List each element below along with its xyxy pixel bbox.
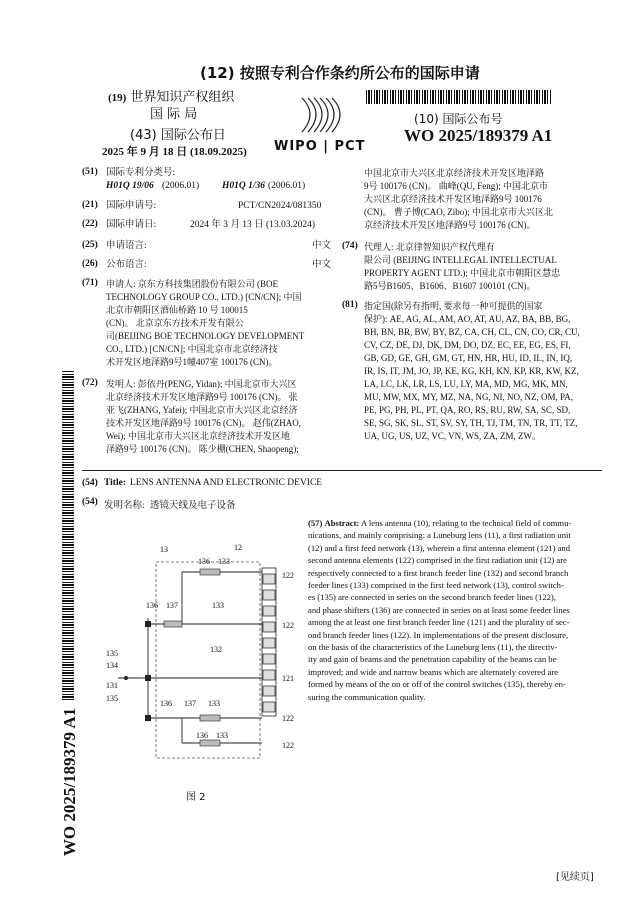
title-en-num: (54) — [82, 478, 98, 488]
abstract-line: improved; and wide and narrow beams which are alternately covered are — [308, 666, 559, 677]
fig-label: 12 — [234, 543, 242, 552]
f51-value2: H01Q 1/36 — [222, 181, 266, 191]
f71-line: CO., LTD.) [CN/CN]; 中国北京市北京经济技 — [106, 344, 278, 354]
pub-no: WO 2025/189379 A1 — [404, 126, 553, 145]
f72-line: 技术开发区地泽路9号 100176 (CN)。 赵伟(ZHAO, — [106, 418, 301, 428]
figure-2 — [104, 538, 304, 788]
figure-caption: 图 2 — [186, 792, 206, 803]
fig-label: 136 — [160, 699, 172, 708]
cont-line: 大兴区北京经济技术开发区地泽路9号 100176 — [364, 194, 542, 204]
org-sub: 国 际 局 — [150, 107, 198, 122]
f22-num: (22) — [82, 219, 98, 229]
f22-label: 国际申请日: — [106, 220, 157, 230]
abstract-line: on the basis of the characteristics of the Luneburg lens (11), the directiv- — [308, 642, 558, 653]
fig-label: 136 — [198, 557, 210, 566]
fig-label: 137 — [166, 601, 178, 610]
f72-line: Wei); 中国北京市大兴区北京经济技术开发区地 — [106, 431, 291, 441]
fig-label: 136 — [196, 731, 208, 740]
f25-num: (25) — [82, 240, 98, 250]
inventor-continued — [364, 167, 594, 232]
f72-line: 泽路9号 100176 (CN)。 陈少棚(CHEN, Shaopeng); — [106, 444, 299, 454]
abstract-line: (12) and a first feed network (13), wherein a first antenna element (121) and — [308, 542, 571, 553]
fig-label: 133 — [218, 557, 230, 566]
fig-label: 122 — [282, 621, 294, 630]
f81-line: UA, UG, US, UZ, VC, VN, WS, ZA, ZM, ZW。 — [364, 431, 542, 441]
f81-line: CV, CZ, DE, DJ, DK, DM, DO, DZ, EC, EE, EG, ES, FI, — [364, 340, 571, 350]
document-title: (12) 按照专利合作条约所公布的国际申请 — [200, 64, 480, 82]
cont-line: 9号 100176 (CN)。 曲峰(QU, Feng); 中国北京市 — [364, 181, 548, 191]
abstract-label: Abstract: — [324, 518, 360, 528]
abstract-line: among the at least one first branch feeder line (121) and the plurality of sec- — [308, 617, 570, 628]
cont-line: (CN)。 曹子博(CAO, Zibo); 中国北京市大兴区北 — [364, 207, 553, 217]
f51-num: (51) — [82, 167, 98, 177]
abstract-line: nications, and mainly comprising: a Luneburg lens (11), a first radiation unit — [308, 530, 571, 541]
fig-label: 133 — [212, 601, 224, 610]
abstract-line: second antenna elements (122) comprised in the first radiation unit (12) are — [308, 555, 567, 566]
fig-label: 137 — [184, 699, 196, 708]
f72-num: (72) — [82, 378, 98, 388]
f74-line: 限公司 (BEIJING INTELLEGAL INTELLECTUAL — [364, 255, 557, 265]
abstract-num: (57) — [308, 518, 323, 528]
abstract — [308, 517, 604, 703]
top-barcode — [366, 90, 552, 104]
f72-block — [106, 378, 338, 456]
fig-label: 133 — [208, 699, 220, 708]
abstract-line: ity and gain of beams and the penetration capability of the beams can be — [308, 654, 557, 665]
fig-label: 132 — [210, 645, 222, 654]
f74-line: PROPERTY AGENT LTD.); 中国北京市朝阳区慧忠 — [364, 268, 561, 278]
f26-value: 中文 — [312, 260, 332, 270]
f81-line: 保护): AE, AG, AL, AM, AO, AT, AU, AZ, BA, BB, BG, — [364, 314, 571, 324]
f51-value1: H01Q 19/06 — [106, 181, 154, 191]
abstract-line: and phase shifters (136) are connected in series on at least some feeder lines — [308, 604, 570, 615]
continued-note: [见续页] — [556, 872, 594, 883]
f71-block — [106, 278, 338, 369]
f25-label: 申请语言: — [106, 241, 147, 251]
f72-line: 亚飞(ZHANG, Yafei); 中国北京市大兴区北京经济 — [106, 405, 298, 415]
fig-label: 122 — [282, 571, 294, 580]
abstract-line: respectively connected to a first branch feeder line (132) and second branch — [308, 567, 569, 578]
f81-line: MU, MW, MX, MY, MZ, NA, NG, NI, NO, NZ, OM, PA, — [364, 392, 573, 402]
pub-date-label: (43) 国际公布日 — [130, 128, 226, 143]
title-en-label: Title: — [104, 478, 126, 488]
cont-line: 京经济技术开发区地泽路9号 100176 (CN)。 — [364, 220, 536, 230]
pub-no-label: (10) 国际公布号 — [414, 112, 503, 126]
f22-value: 2024 年 3 月 13 日 (13.03.2024) — [190, 220, 316, 230]
f81-line: LA, LC, LK, LR, LS, LU, LY, MA, MD, MG, MK, MN, — [364, 379, 568, 389]
f71-line: 司(BEIJING BOE TECHNOLOGY DEVELOPMENT — [106, 331, 305, 341]
f25-value: 中文 — [312, 241, 332, 251]
fig-label: 122 — [282, 714, 294, 723]
f51-label: 国际专利分类号: — [106, 168, 176, 178]
f74-line: 代理人: 北京律智知识产权代理有 — [364, 242, 495, 252]
f21-value: PCT/CN2024/081350 — [238, 201, 322, 211]
title-en: LENS ANTENNA AND ELECTRONIC DEVICE — [130, 478, 323, 488]
fig-label: 134 — [106, 661, 118, 670]
abstract-line: formed by means of the on or off of the control switches (135), thereby en- — [308, 679, 566, 690]
f51-year1: (2006.01) — [162, 181, 200, 191]
cont-line: 中国北京市大兴区北京经济技术开发区地泽路 — [364, 168, 545, 178]
title-cn-num: (54) — [82, 497, 98, 507]
fig-label: 131 — [106, 681, 118, 690]
fig-label: 121 — [282, 674, 294, 683]
f71-line: TECHNOLOGY GROUP CO., LTD.) [CN/CN]; 中国 — [106, 292, 302, 302]
f71-line: (CN)。 北京京东方技术开发有限公 — [106, 318, 244, 328]
fig-label: 122 — [282, 741, 294, 750]
f81-line: IR, IS, IT, JM, JO, JP, KE, KG, KH, KN, KP, KR, KW, KZ, — [364, 366, 579, 376]
f74-line: 路5号B1605、B1606、B1607 100101 (CN)。 — [364, 281, 536, 291]
f74-block — [364, 241, 594, 293]
f21-num: (21) — [82, 200, 98, 210]
f71-num: (71) — [82, 278, 98, 288]
fig-label: 133 — [216, 731, 228, 740]
abstract-line: suring the communication quality. — [308, 691, 426, 702]
f72-line: 北京经济技术开发区地泽路9号 100176 (CN)。 张 — [106, 392, 298, 402]
abstract-line: ond branch feeder lines (122). In implementations of the present disclosure, — [308, 629, 569, 640]
f81-num: (81) — [342, 300, 358, 310]
f81-line: 指定国(除另有指明, 要求每一种可提供的国家 — [364, 301, 543, 311]
fig-label: 135 — [106, 694, 118, 703]
fig-label: 135 — [106, 649, 118, 658]
wipo-text: WIPO | PCT — [274, 139, 366, 154]
f26-num: (26) — [82, 259, 98, 269]
f81-block — [364, 300, 600, 443]
abstract-line: feeder lines (133) comprised in the first feed network (13), control switch- — [308, 580, 564, 591]
title-divider-top — [82, 470, 602, 471]
pub-date: 2025 年 9 月 18 日 (18.09.2025) — [102, 146, 247, 158]
f81-line: BH, BN, BR, BW, BY, BZ, CA, CH, CL, CN, CO, CR, CU, — [364, 327, 580, 337]
abstract-line: A lens antenna (10), relating to the technical field of commu- — [361, 518, 572, 528]
f81-line: PE, PG, PH, PL, PT, QA, RO, RS, RU, RW, SA, SC, SD, — [364, 405, 571, 415]
title-cn: 透镜天线及电子设备 — [150, 501, 236, 511]
f74-num: (74) — [342, 241, 358, 251]
abstract-line: es (135) are connected in series on the second branch feeder lines (122), — [308, 592, 556, 603]
f71-line: 术开发区地泽路9号1幢407室 100176 (CN)。 — [106, 357, 278, 367]
side-barcode — [62, 370, 74, 700]
fig-label: 13 — [160, 545, 168, 554]
f71-line: 申请人: 京东方科技集团股份有限公司 (BOE — [106, 279, 278, 289]
f71-line: 北京市朝阳区酒仙桥路 10 号 100015 — [106, 305, 248, 315]
f51-year2: (2006.01) — [268, 181, 306, 191]
title-cn-label: 发明名称: — [104, 501, 145, 511]
f72-line: 发明人: 彭依丹(PENG, Yidan); 中国北京市大兴区 — [106, 379, 297, 389]
f26-label: 公布语言: — [106, 260, 147, 270]
f21-label: 国际申请号: — [106, 201, 157, 211]
side-pub-no: WO 2025/189379 A1 — [60, 707, 79, 857]
org-label: (19) — [108, 92, 127, 104]
org-name: 世界知识产权组织 — [130, 90, 235, 105]
fig-label: 136 — [146, 601, 158, 610]
f81-line: GB, GD, GE, GH, GM, GT, HN, HR, HU, ID, IL, IN, IQ, — [364, 353, 573, 363]
f81-line: SE, SG, SK, SL, ST, SV, SY, TH, TJ, TM, TN, TR, TT, TZ, — [364, 418, 578, 428]
